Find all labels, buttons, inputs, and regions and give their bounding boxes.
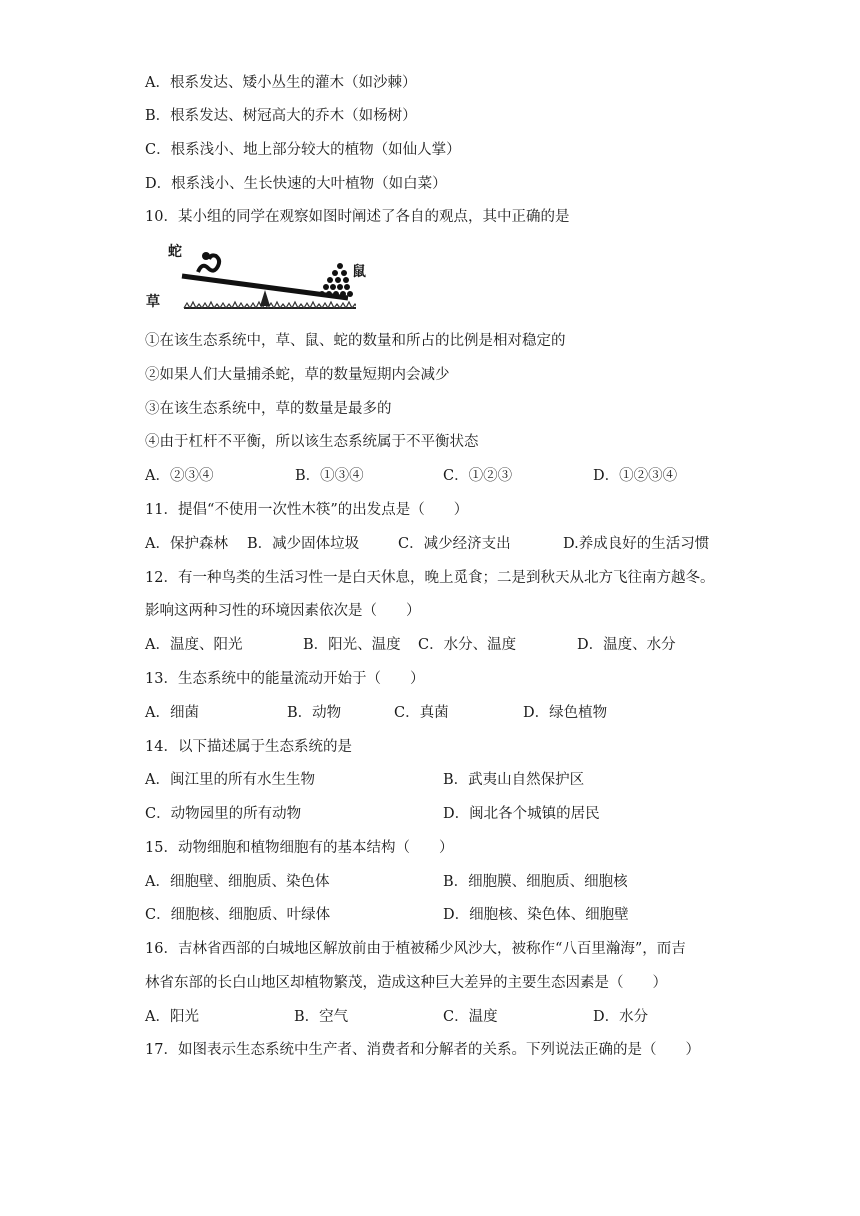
q10-statement-4: ④由于杠杆不平衡，所以该生态系统属于不平衡状态 xyxy=(145,434,479,450)
q11-option-c: C．减少经济支出 xyxy=(398,536,511,552)
seesaw-illustration xyxy=(166,242,356,314)
q10-option-b: B．①③④ xyxy=(295,468,364,484)
q15-option-d: D．细胞核、染色体、细胞壁 xyxy=(443,907,629,923)
label-mouse: 鼠 xyxy=(352,264,366,280)
q12-stem-line1: 12．有一种鸟类的生活习性一是白天休息，晚上觅食；二是到秋天从北方飞往南方越冬。 xyxy=(145,570,715,586)
q14-option-b: B．武夷山自然保护区 xyxy=(443,772,585,788)
q13-stem: 13．生态系统中的能量流动开始于（ ） xyxy=(145,671,425,687)
q12-option-c: C．水分、温度 xyxy=(418,637,517,653)
q16-option-a: A．阳光 xyxy=(145,1009,199,1025)
q13-option-c: C．真菌 xyxy=(394,705,449,721)
q15-option-b: B．细胞膜、细胞质、细胞核 xyxy=(443,874,628,890)
q10-statement-2: ②如果人们大量捕杀蛇，草的数量短期内会减少 xyxy=(145,367,450,383)
label-grass: 草 xyxy=(146,294,160,310)
q12-stem-line2: 影响这两种习性的环境因素依次是（ ） xyxy=(145,603,421,619)
q10-option-d: D．①②③④ xyxy=(593,468,678,484)
q10-option-c: C．①②③ xyxy=(443,468,513,484)
q11-option-d: D.养成良好的生活习惯 xyxy=(563,536,710,552)
q12-option-a: A．温度、阳光 xyxy=(145,637,243,653)
q12-option-b: B．阳光、温度 xyxy=(303,637,401,653)
q10-stem: 10．某小组的同学在观察如图时阐述了各自的观点，其中正确的是 xyxy=(145,209,570,225)
q10-statement-3: ③在该生态系统中，草的数量是最多的 xyxy=(145,401,392,417)
q14-option-a: A．闽江里的所有水生生物 xyxy=(145,772,315,788)
q13-option-b: B．动物 xyxy=(287,705,342,721)
q9-option-d: D．根系浅小、生长快速的大叶植物（如白菜） xyxy=(145,176,447,192)
q14-option-d: D．闽北各个城镇的居民 xyxy=(443,806,600,822)
q12-option-d: D．温度、水分 xyxy=(577,637,676,653)
seesaw-figure xyxy=(146,242,366,314)
q16-option-b: B．空气 xyxy=(294,1009,349,1025)
q16-stem-line2: 林省东部的长白山地区却植物繁茂，造成这种巨大差异的主要生态因素是（ ） xyxy=(145,975,667,991)
q15-stem: 15．动物细胞和植物细胞有的基本结构（ ） xyxy=(145,840,454,856)
q10-statement-1: ①在该生态系统中，草、鼠、蛇的数量和所占的比例是相对稳定的 xyxy=(145,333,566,349)
q15-option-a: A．细胞壁、细胞质、染色体 xyxy=(145,874,330,890)
q11-stem: 11．提倡“不使用一次性木筷”的出发点是（ ） xyxy=(145,502,469,518)
q15-option-c: C．细胞核、细胞质、叶绿体 xyxy=(145,907,331,923)
q14-stem: 14．以下描述属于生态系统的是 xyxy=(145,739,352,755)
q13-option-d: D．绿色植物 xyxy=(523,705,608,721)
label-snake: 蛇 xyxy=(168,244,182,260)
q9-option-c: C．根系浅小、地上部分较大的植物（如仙人掌） xyxy=(145,142,461,158)
q16-stem-line1: 16．吉林省西部的白城地区解放前由于植被稀少风沙大，被称作“八百里瀚海”，而吉 xyxy=(145,941,686,957)
q9-option-b: B．根系发达、树冠高大的乔木（如杨树） xyxy=(145,108,417,124)
q11-option-b: B．减少固体垃圾 xyxy=(247,536,360,552)
q9-option-a: A．根系发达、矮小丛生的灌木（如沙棘） xyxy=(145,75,417,91)
q14-option-c: C．动物园里的所有动物 xyxy=(145,806,302,822)
q11-option-a: A．保护森林 xyxy=(145,536,228,552)
q13-option-a: A．细菌 xyxy=(145,705,199,721)
q10-option-a: A．②③④ xyxy=(145,468,214,484)
q17-stem: 17．如图表示生态系统中生产者、消费者和分解者的关系。下列说法正确的是（ ） xyxy=(145,1042,700,1058)
q16-option-d: D．水分 xyxy=(593,1009,649,1025)
q16-option-c: C．温度 xyxy=(443,1009,498,1025)
